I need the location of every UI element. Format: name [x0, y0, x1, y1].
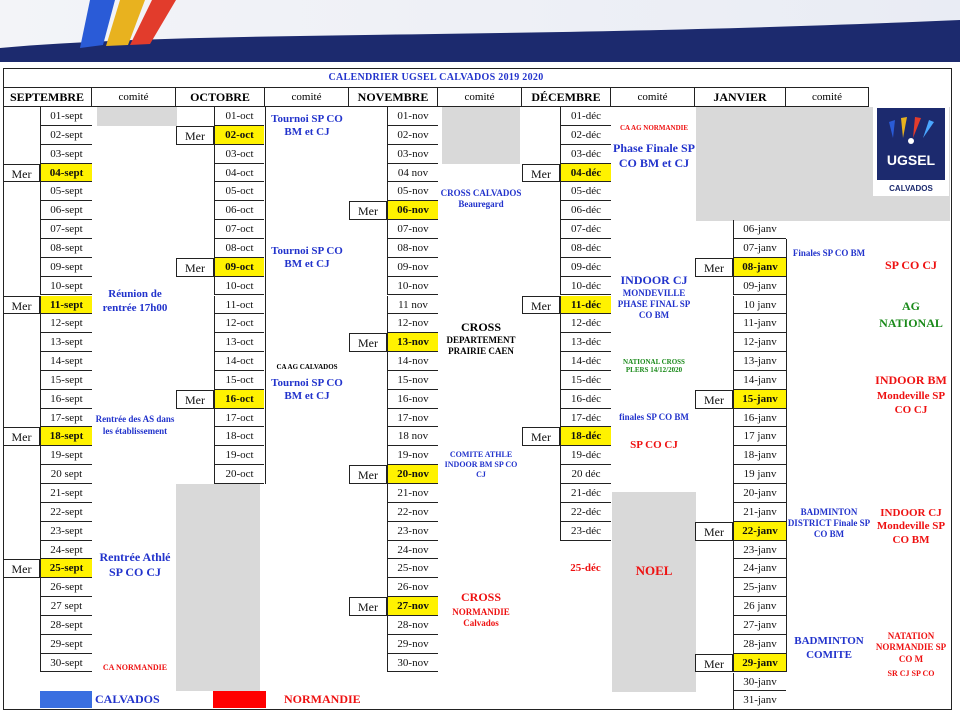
event-nov-cross-dept-2: DEPARTEMENT PRAIRIE CAEN: [446, 335, 516, 357]
nov-date: 23-nov: [387, 522, 438, 541]
jan-date: 25-janv: [733, 578, 786, 597]
jan-weekday: Mer: [695, 522, 733, 541]
event-sept-rentree-athle: Rentrée Athlé SP CO CJ: [99, 549, 171, 579]
nov-date: 02-nov: [387, 126, 438, 145]
nov-date: 09-nov: [387, 258, 438, 277]
sept-weekday: Mer: [3, 164, 40, 183]
event-jan-finales: Finales SP CO BM: [792, 248, 866, 259]
sept-date: 15-sept: [40, 371, 92, 390]
sept-date: 28-sept: [40, 616, 92, 635]
sept-weekday: Mer: [3, 296, 40, 315]
nov-date: 19-nov: [387, 446, 438, 465]
sept-date: 11-sept: [40, 296, 92, 315]
nov-date: 14-nov: [387, 352, 438, 371]
sept-date: 18-sept: [40, 427, 92, 446]
jan-date: 26 janv: [733, 597, 786, 616]
dec-date: 03-déc: [560, 145, 611, 164]
oct-weekday: Mer: [176, 126, 214, 145]
event-jan-indoor-bm-1: INDOOR BM: [875, 372, 947, 387]
sept-date: 10-sept: [40, 277, 92, 296]
dec-date: 17-déc: [560, 409, 611, 428]
logo-name: UGSEL: [886, 152, 936, 168]
sept-date: 23-sept: [40, 522, 92, 541]
jan-weekday: Mer: [695, 258, 733, 277]
dec-date: 04-déc: [560, 164, 611, 183]
jan-date: 30-janv: [733, 673, 786, 692]
jan-date: 16-janv: [733, 409, 786, 428]
nov-date: 04 nov: [387, 164, 438, 183]
dec-date: 08-déc: [560, 239, 611, 258]
dec-weekday: Mer: [522, 164, 560, 183]
dec-date: 02-déc: [560, 126, 611, 145]
sept-date: 25-sept: [40, 559, 92, 578]
jan-date: 20-janv: [733, 484, 786, 503]
oct-date: 06-oct: [214, 201, 264, 220]
gray-block-3: [612, 492, 696, 692]
dec-date: 21-déc: [560, 484, 611, 503]
jan-date: 07-janv: [733, 239, 786, 258]
event-dec-national-cross: NATIONAL CROSS PLERS 14/12/2020: [623, 357, 685, 375]
oct-date: 04-oct: [214, 164, 264, 183]
gray-block-0: [97, 107, 177, 126]
oct-date: 15-oct: [214, 371, 264, 390]
sept-date: 09-sept: [40, 258, 92, 277]
nov-date: 11 nov: [387, 296, 438, 315]
sept-date: 17-sept: [40, 409, 92, 428]
sept-date: 21-sept: [40, 484, 92, 503]
sept-date: 29-sept: [40, 635, 92, 654]
oct-weekday: Mer: [176, 258, 214, 277]
nov-date: 12-nov: [387, 314, 438, 333]
sept-date: 07-sept: [40, 220, 92, 239]
dec-date: 16-déc: [560, 390, 611, 409]
event-sept-reunion: Réunion de rentrée 17h00: [102, 287, 168, 314]
nov-date: 05-nov: [387, 182, 438, 201]
event-jan-spcocj: SP CO CJ: [884, 257, 937, 272]
sept-date: 14-sept: [40, 352, 92, 371]
dec-date: 18-déc: [560, 427, 611, 446]
sept-date: 27 sept: [40, 597, 92, 616]
jan-date: 31-janv: [733, 691, 786, 710]
legend-calvados-swatch: [40, 691, 92, 708]
oct-date: 17-oct: [214, 409, 264, 428]
event-nov-cross-normandie-1: CROSS: [460, 589, 501, 604]
event-sept-rentree-as: Rentrée des AS dans les établissement: [95, 414, 175, 436]
sept-date: 13-sept: [40, 333, 92, 352]
sept-date: 30-sept: [40, 654, 92, 673]
event-oct-ag: CA AG CALVADOS: [276, 363, 338, 372]
nov-weekday: Mer: [349, 597, 387, 616]
dec-weekday: Mer: [522, 296, 560, 315]
jan-date: 22-janv: [733, 522, 786, 541]
dec-date: 15-déc: [560, 371, 611, 390]
jan-date: 27-janv: [733, 616, 786, 635]
header-5: comité: [438, 88, 522, 107]
oct-date: 18-oct: [214, 427, 264, 446]
sept-date: 08-sept: [40, 239, 92, 258]
header-2: OCTOBRE: [176, 88, 265, 107]
event-jan-natation-1: NATATION NORMANDIE SP CO M: [875, 631, 947, 664]
header-9: comité: [786, 88, 869, 107]
dec-date: 20 déc: [560, 465, 611, 484]
event-jan-indoor-cj: INDOOR CJ Mondeville SP CO BM: [876, 506, 946, 547]
col-border-0: [265, 107, 350, 484]
sept-date: 03-sept: [40, 145, 92, 164]
nov-date: 20-nov: [387, 465, 438, 484]
header-7: comité: [611, 88, 695, 107]
jan-date: 14-janv: [733, 371, 786, 390]
jan-weekday: Mer: [695, 390, 733, 409]
jan-date: 29-janv: [733, 654, 786, 673]
jan-date: 18-janv: [733, 446, 786, 465]
event-oct-tournoi2: Tournoi SP CO BM et CJ: [271, 244, 343, 271]
sept-date: 22-sept: [40, 503, 92, 522]
event-nov-cross-calvados: CROSS CALVADOS Beauregard: [440, 188, 522, 210]
event-dec-ca-ag: CA AG NORMANDIE: [619, 123, 689, 132]
oct-date: 08-oct: [214, 239, 264, 258]
sept-date: 05-sept: [40, 182, 92, 201]
jan-date: 28-janv: [733, 635, 786, 654]
header-banner: [0, 0, 960, 62]
event-dec-finales-1: finales SP CO BM: [619, 412, 689, 423]
jan-date: 08-janv: [733, 258, 786, 277]
jan-date: 17 janv: [733, 427, 786, 446]
event-nov-cross-normandie-2: NORMANDIE Calvados: [452, 606, 510, 628]
jan-date: 12-janv: [733, 333, 786, 352]
nov-date: 16-nov: [387, 390, 438, 409]
dec-date: 12-déc: [560, 314, 611, 333]
nov-weekday: Mer: [349, 333, 387, 352]
oct-date: 10-oct: [214, 277, 264, 296]
logo-sub: CALVADOS: [889, 184, 933, 193]
nov-date: 21-nov: [387, 484, 438, 503]
nov-date: 03-nov: [387, 145, 438, 164]
nov-date: 13-nov: [387, 333, 438, 352]
nov-weekday: Mer: [349, 201, 387, 220]
sept-weekday: Mer: [3, 427, 40, 446]
dec-date: 13-déc: [560, 333, 611, 352]
dec-date: 09-déc: [560, 258, 611, 277]
oct-date: 12-oct: [214, 314, 264, 333]
oct-date: 05-oct: [214, 182, 264, 201]
sept-date: 02-sept: [40, 126, 92, 145]
event-dec-noel: NOEL: [635, 563, 673, 579]
nov-date: 29-nov: [387, 635, 438, 654]
dec-date: 19-déc: [560, 446, 611, 465]
jan-date: 19 janv: [733, 465, 786, 484]
jan-date: 13-janv: [733, 352, 786, 371]
dec-date: 07-déc: [560, 220, 611, 239]
nov-date: 08-nov: [387, 239, 438, 258]
nov-date: 10-nov: [387, 277, 438, 296]
dec-date: 22-déc: [560, 503, 611, 522]
header-8: JANVIER: [695, 88, 786, 107]
nov-date: 26-nov: [387, 578, 438, 597]
header-3: comité: [265, 88, 349, 107]
sept-date: 19-sept: [40, 446, 92, 465]
dec-weekday: Mer: [522, 427, 560, 446]
oct-date: 16-oct: [214, 390, 264, 409]
oct-date: 01-oct: [214, 107, 264, 126]
event-oct-tournoi3: Tournoi SP CO BM et CJ: [271, 376, 343, 403]
nov-date: 18 nov: [387, 427, 438, 446]
event-nov-comite-athle: COMITE ATHLE INDOOR BM SP CO CJ: [444, 450, 518, 480]
sept-date: 04-sept: [40, 164, 92, 183]
event-jan-natation-2: SR CJ SP CO: [887, 668, 935, 678]
nov-weekday: Mer: [349, 465, 387, 484]
sept-date: 06-sept: [40, 201, 92, 220]
col-border-1: [786, 239, 951, 673]
header-6: DÉCEMBRE: [522, 88, 611, 107]
sept-date: 16-sept: [40, 390, 92, 409]
jan-date: 23-janv: [733, 541, 786, 560]
gray-block-2: [442, 107, 520, 164]
dec-date: 01-déc: [560, 107, 611, 126]
nov-date: 30-nov: [387, 654, 438, 673]
event-oct-tournoi1: Tournoi SP CO BM et CJ: [271, 112, 343, 139]
event-jan-badminton-comite: BADMINTON COMITE: [794, 634, 864, 661]
sept-date: 24-sept: [40, 541, 92, 560]
jan-date: 06-janv: [733, 220, 786, 239]
dec-date: 23-déc: [560, 522, 611, 541]
dec-date: 10-déc: [560, 277, 611, 296]
nov-date: 25-nov: [387, 559, 438, 578]
sept-weekday: Mer: [3, 559, 40, 578]
event-jan-ag-2: NATIONAL: [879, 316, 943, 331]
oct-date: 20-oct: [214, 465, 264, 484]
oct-date: 19-oct: [214, 446, 264, 465]
jan-date: 15-janv: [733, 390, 786, 409]
nov-date: 15-nov: [387, 371, 438, 390]
event-dec-phase-finale: Phase Finale SP CO BM et CJ: [612, 140, 695, 170]
jan-date: 10 janv: [733, 296, 786, 315]
gray-block-1: [176, 484, 260, 691]
oct-date: 02-oct: [214, 126, 264, 145]
event-dec-indoor-cj-2: MONDEVILLE PHASE FINAL SP CO BM: [617, 287, 691, 321]
nov-date: 01-nov: [387, 107, 438, 126]
dec-date: 14-déc: [560, 352, 611, 371]
event-jan-badminton-district: BADMINTON DISTRICT Finale SP CO BM: [787, 506, 871, 540]
legend-normandie-swatch: [213, 691, 266, 708]
event-dec-finales-2: SP CO CJ: [630, 438, 678, 451]
oct-date: 14-oct: [214, 352, 264, 371]
oct-date: 11-oct: [214, 296, 264, 315]
ugsel-logo: [873, 104, 949, 196]
event-jan-indoor-bm-2: Mondeville SP CO CJ: [876, 389, 946, 416]
event-dec-indoor-cj-1: INDOOR CJ: [620, 272, 688, 287]
oct-date: 13-oct: [214, 333, 264, 352]
nov-date: 28-nov: [387, 616, 438, 635]
nov-date: 24-nov: [387, 541, 438, 560]
header-4: NOVEMBRE: [349, 88, 438, 107]
sept-date: 12-sept: [40, 314, 92, 333]
jan-date: 09-janv: [733, 277, 786, 296]
decorative-stripes-icon: [0, 0, 960, 62]
nov-date: 22-nov: [387, 503, 438, 522]
event-sept-ca: CA NORMANDIE: [102, 663, 168, 673]
nov-date: 17-nov: [387, 409, 438, 428]
dec25-date: 25-déc: [570, 562, 601, 575]
oct-date: 09-oct: [214, 258, 264, 277]
oct-date: 07-oct: [214, 220, 264, 239]
legend-normandie-label: NORMANDIE: [284, 692, 361, 706]
jan-date: 11-janv: [733, 314, 786, 333]
oct-weekday: Mer: [176, 390, 214, 409]
dec-date: 11-déc: [560, 296, 611, 315]
nov-date: 27-nov: [387, 597, 438, 616]
nov-date: 07-nov: [387, 220, 438, 239]
event-nov-cross-dept-1: CROSS: [460, 320, 501, 334]
dec-date: 06-déc: [560, 201, 611, 220]
event-jan-ag-1: AG: [902, 299, 920, 314]
jan-weekday: Mer: [695, 654, 733, 673]
nov-date: 06-nov: [387, 201, 438, 220]
sept-date: 01-sept: [40, 107, 92, 126]
legend-calvados-label: CALVADOS: [95, 692, 160, 706]
sept-date: 20 sept: [40, 465, 92, 484]
header-1: comité: [92, 88, 176, 107]
jan-date: 24-janv: [733, 559, 786, 578]
sept-date: 26-sept: [40, 578, 92, 597]
header-0: SEPTEMBRE: [3, 88, 92, 107]
dec-date: 05-déc: [560, 182, 611, 201]
oct-date: 03-oct: [214, 145, 264, 164]
jan-date: 21-janv: [733, 503, 786, 522]
calendar-title: CALENDRIER UGSEL CALVADOS 2019 2020: [3, 68, 869, 88]
